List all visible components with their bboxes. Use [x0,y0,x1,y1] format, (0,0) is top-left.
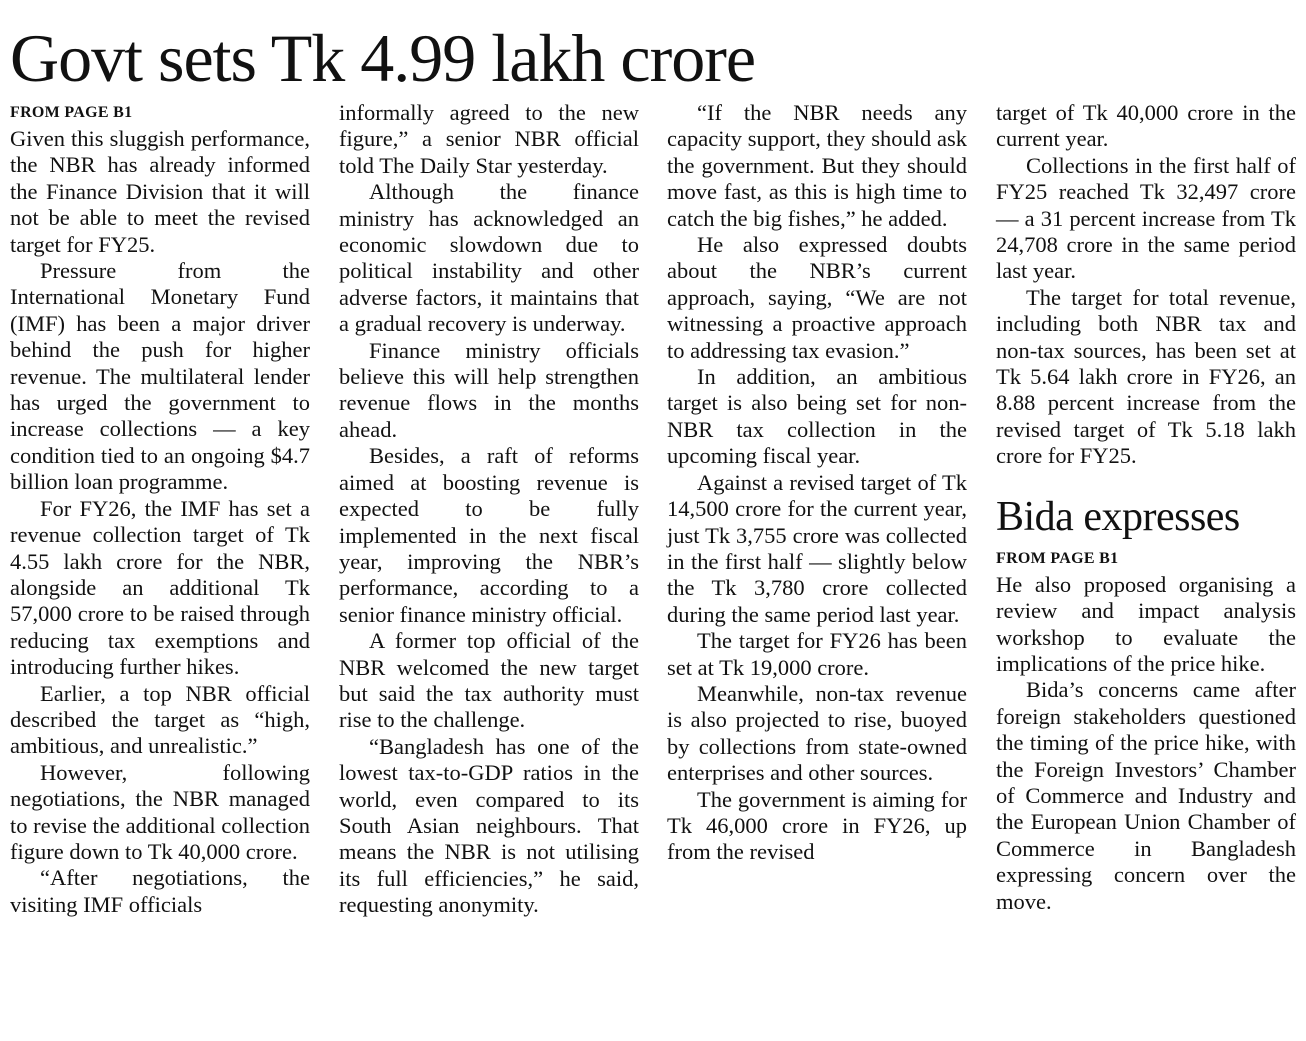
dateline: FROM PAGE B1 [10,104,133,121]
paragraph: Besides, a raft of reforms aimed at boosting revenue is expected to be fully implemented in the next fiscal year, improving the NBR’s performance, according to a senior finance ministry official. [339,443,639,627]
paragraph: Collections in the first half of FY25 reached Tk 32,497 crore — a 31 percent increase from Tk 24,708 crore in the same period last year. [996,152,1296,284]
paragraph: In addition, an ambitious target is also being set for non-NBR tax collection in the upcoming fiscal year. [667,364,967,469]
paragraph: For FY26, the IMF has set a revenue collection target of Tk 4.55 lakh crore for the NBR, alongside an additional Tk 57,000 crore to be raised through reducing tax exemptions and introducing further hikes. [10,495,310,680]
paragraph: “If the NBR needs any capacity support, they should ask the government. But they should move fast, as this is high time to catch the big fishes,” he added. [667,100,967,231]
paragraph: The target for FY26 has been set at Tk 19,000 crore. [667,628,967,680]
headline: Govt sets Tk 4.99 lakh crore [10,20,756,96]
paragraph: He also expressed doubts about the NBR’s current approach, saying, “We are not witnessing a proactive approach to addressing tax evasion.” [667,232,967,363]
article-column-3 [667,100,967,866]
paragraph: Bida’s concerns came after foreign stakeholders questioned the timing of the price hike, with the Foreign Investors’ Chamber of Commerce and Industry and the European Union Chamber of Commerce in Bangladesh expressing concern over the move. [996,677,1296,914]
paragraph: “After negotiations, the visiting IMF officials [10,865,310,917]
paragraph: Given this sluggish performance, the NBR has already informed the Finance Division that it will not be able to meet the revised target for FY25. [10,126,310,257]
paragraph: Pressure from the International Monetary Fund (IMF) has been a major driver behind the push for higher revenue. The multilateral lender has urged the government to increase collections — a key condition tied to an ongoing $4.7 billion loan programme. [10,258,310,495]
paragraph: A former top official of the NBR welcomed the new target but said the tax authority must rise to the challenge. [339,628,639,733]
second-article-dateline: FROM PAGE B1 [996,549,1119,567]
article-column-2 [339,100,639,919]
paragraph: informally agreed to the new figure,” a senior NBR official told The Daily Star yesterday. [339,100,639,178]
paragraph: He also proposed organising a review and impact analysis workshop to evaluate the implications of the price hike. [996,571,1296,676]
paragraph: Finance ministry officials believe this will help strengthen revenue flows in the months ahead. [339,337,639,442]
paragraph: “Bangladesh has one of the lowest tax-to-GDP ratios in the world, even compared to its South Asian neighbours. That means the NBR is not utilising its full efficiencies,” he said, requesting anonymity. [339,733,639,918]
paragraph: Earlier, a top NBR official described the target as “high, ambitious, and unrealistic.” [10,680,310,759]
article-column-1 [10,100,310,918]
paragraph: The government is aiming for Tk 46,000 crore in FY26, up from the revised [667,786,967,865]
paragraph: The target for total revenue, including both NBR tax and non-tax sources, has been set at Tk 5.64 lakh crore in FY26, an 8.88 percent increase from the revised target of Tk 5.18 lakh crore for FY25. [996,284,1296,469]
paragraph: Against a revised target of Tk 14,500 crore for the current year, just Tk 3,755 crore was collected in the first half — slightly below the Tk 3,780 crore collected during the same period last year. [667,469,967,627]
second-article-headline: Bida expresses [996,493,1240,540]
article-column-4 [996,100,1296,915]
paragraph: target of Tk 40,000 crore in the current year. [996,100,1296,152]
paragraph: Meanwhile, non-tax revenue is also projected to rise, buoyed by collections from state-owned enterprises and other sources. [667,680,967,786]
second-article [996,490,1296,915]
paragraph: However, following negotiations, the NBR managed to revise the additional collection figure down to Tk 40,000 crore. [10,759,310,864]
paragraph: Although the finance ministry has acknowledged an economic slowdown due to political instability and other adverse factors, it maintains that a gradual recovery is underway. [339,179,639,337]
